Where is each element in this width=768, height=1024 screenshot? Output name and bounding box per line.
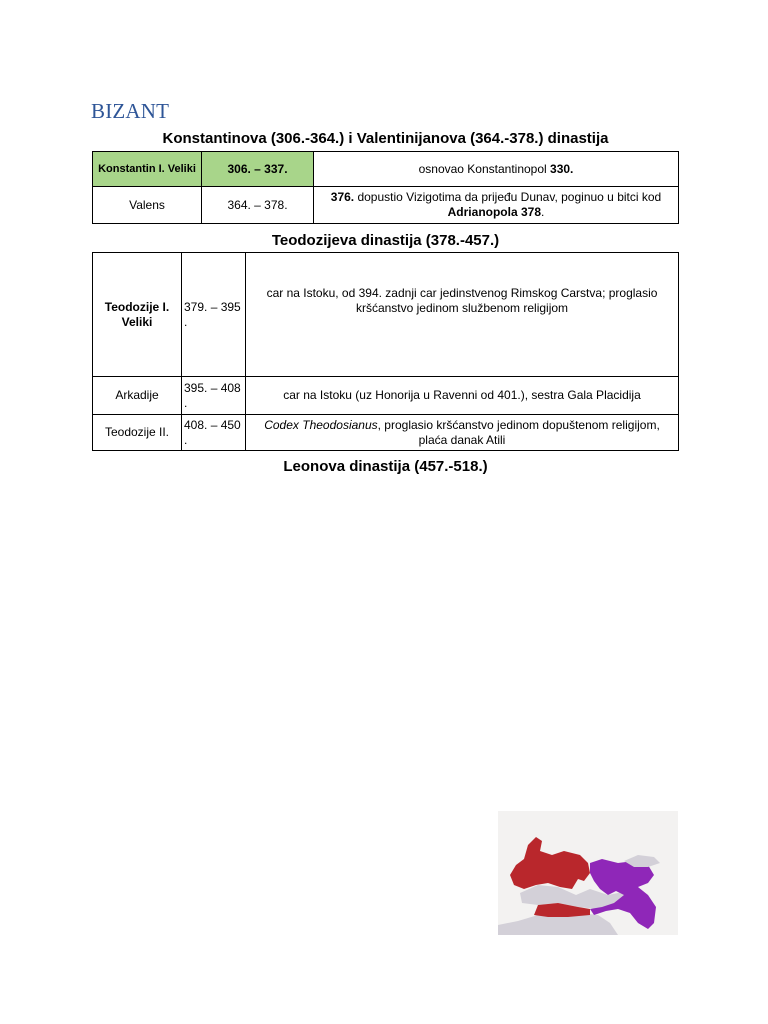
- map-graphic: [498, 811, 678, 935]
- note-italic-title: Codex Theodosianus: [264, 417, 378, 432]
- note-cell: [246, 415, 679, 451]
- section-title-leonid: Leonova dinastija (457.-518.): [283, 458, 488, 475]
- years-cell: 395. – 408 .: [182, 377, 246, 415]
- note-text-end: .: [541, 205, 545, 219]
- ruler-cell: Arkadije: [93, 377, 182, 415]
- note-cell: [314, 187, 679, 224]
- years-cell: 306. – 337.: [202, 152, 314, 187]
- table-row: [93, 415, 679, 451]
- roman-empire-map: [498, 811, 678, 935]
- years-cell: 408. – 450 .: [182, 415, 246, 451]
- note-text: dopustio Vizigotima da prijeđu Dunav, poginuo u bitci kod: [354, 190, 662, 204]
- years-cell: 364. – 378.: [202, 187, 314, 224]
- note-text: osnovao Konstantinopol: [418, 161, 551, 176]
- table-row: [93, 152, 679, 187]
- ruler-cell: Teodozije I. Veliki: [93, 253, 182, 377]
- note-bold-year: 376.: [330, 190, 355, 204]
- note-bold-year: 330.: [550, 161, 574, 176]
- years-cell: 379. – 395 .: [182, 253, 246, 377]
- page-heading: BIZANT: [91, 99, 170, 123]
- constantine-dynasty-table: [92, 151, 679, 224]
- table-row: [93, 187, 679, 224]
- ruler-cell: Konstantin I. Veliki: [93, 152, 202, 187]
- section-title-constantine-valentinian: Konstantinova (306.-364.) i Valentinijanova (364.-378.) dinastija: [162, 130, 609, 147]
- note-text: , proglasio kršćanstvo jedinom dopuštenom religijom, plaća danak Atili: [377, 417, 660, 447]
- table-row: [93, 253, 679, 377]
- note-cell: car na Istoku (uz Honorija u Ravenni od 401.), sestra Gala Placidija: [246, 377, 679, 415]
- note-bold-place: Adrianopola 378: [447, 205, 541, 219]
- table-row: [93, 377, 679, 415]
- note-cell: car na Istoku, od 394. zadnji car jedinstvenog Rimskog Carstva; proglasio kršćanstvo jedinom službenom religijom: [246, 253, 679, 377]
- ruler-cell: Valens: [93, 187, 202, 224]
- theodosian-dynasty-table: [92, 252, 679, 451]
- note-cell: [314, 152, 679, 187]
- ruler-cell: Teodozije II.: [93, 415, 182, 451]
- section-title-theodosian: Teodozijeva dinastija (378.-457.): [271, 232, 500, 249]
